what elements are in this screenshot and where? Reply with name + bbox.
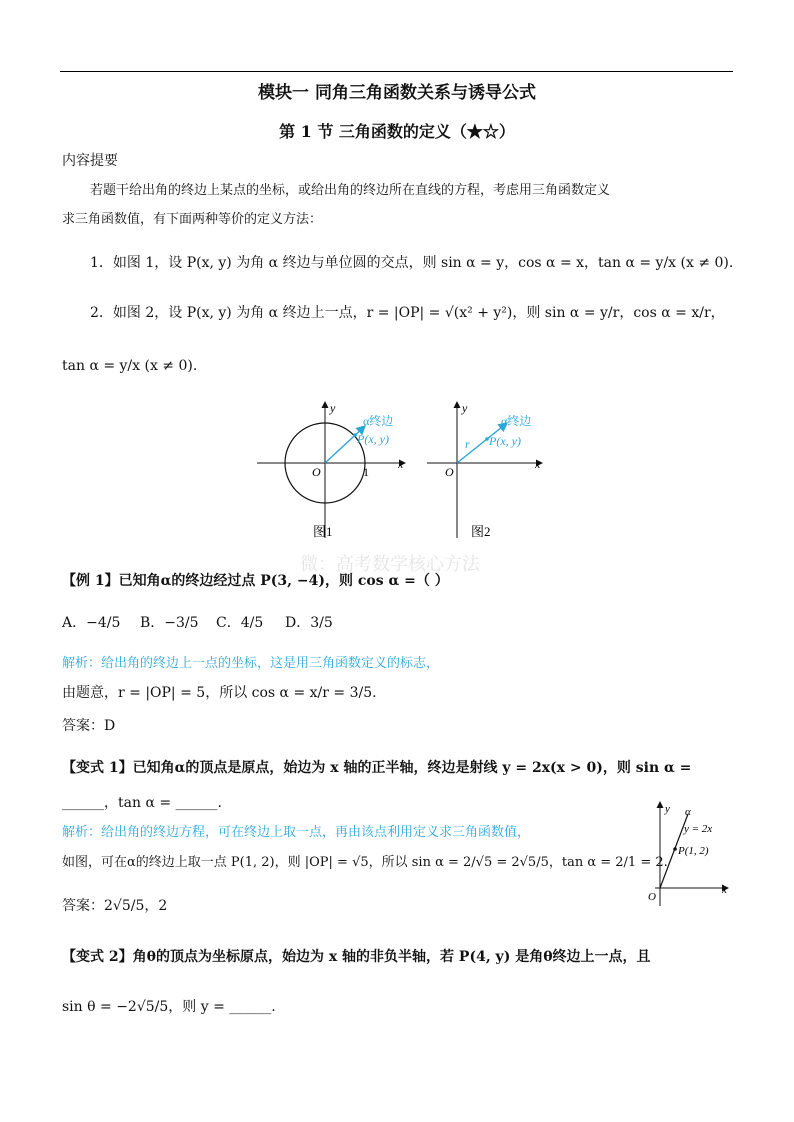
figure-1-unit-circle (255, 398, 415, 548)
top-rule (60, 71, 733, 72)
fig1-origin-label: O (312, 465, 321, 479)
module-title: 模块一 同角三角函数关系与诱导公式 (258, 83, 536, 103)
variant-2-question-line2: sin θ = −2√5/5，则 y = ______. (62, 999, 276, 1015)
v1-origin-label: O (648, 891, 656, 903)
summary-intro-line2: 求三角函数值，有下面两种等价的定义方法： (62, 212, 323, 227)
v1-alpha-label: α (685, 806, 691, 818)
watermark: 微：高考数学核心方法 (300, 554, 480, 575)
section-title: 第 1 节 三角函数的定义（★☆） (279, 122, 515, 141)
v1-point-label: P(1, 2) (678, 845, 709, 857)
example-1-answer: 答案：D (62, 718, 116, 734)
fig2-caption: 图2 (471, 524, 491, 539)
v1-line-label: y = 2x (684, 823, 713, 835)
fig1-one-label: 1 (363, 465, 369, 479)
v1-x-label: x (722, 884, 727, 896)
fig1-terminal-label: α终边 (363, 414, 394, 428)
method-2: 2．如图 2，设 P(x, y) 为角 α 终边上一点，r = |OP| = √(x² + y²)，则 sin α = y/r，cos α = x/r， (90, 305, 725, 321)
example-1-question: 【例 1】已知角α的终边经过点 P(3, −4)，则 cos α =（ ） (62, 573, 449, 589)
variant-1-analysis-line1: 解析：给出角的终边方程，可在终边上取一点，再由该点利用定义求三角函数值， (62, 825, 531, 840)
v1-y-label: y (665, 803, 670, 815)
method-1: 1．如图 1，设 P(x, y) 为角 α 终边与单位圆的交点，则 sin α = y，cos α = x，tan α = y/x (x ≠ 0). (90, 255, 734, 271)
variant-1-question-line1: 【变式 1】已知角α的顶点是原点，始边为 x 轴的正半轴，终边是射线 y = 2x(x > 0)，则 sin α = (62, 760, 692, 776)
summary-heading: 内容提要 (62, 153, 118, 169)
variant-2-question-line1: 【变式 2】角θ的顶点为坐标原点，始边为 x 轴的非负半轴，若 P(4, y) 是角θ终边上一点，且 (62, 949, 651, 965)
example-1-option-a: A．−4/5 (62, 615, 121, 631)
fig2-x-label: x (535, 457, 541, 471)
example-1-analysis-line1: 解析：给出角的终边上一点的坐标，这是用三角函数定义的标志， (62, 656, 440, 671)
variant-1-figure (640, 800, 735, 910)
example-1-option-b: B．−3/5 (140, 615, 199, 631)
fig2-y-label: y (462, 401, 468, 415)
fig1-x-label: x (398, 457, 404, 471)
variant-1-answer: 答案：2√5/5，2 (62, 898, 168, 914)
variant-1-analysis-line2: 如图，可在α的终边上取一点 P(1, 2)，则 |OP| = √5，所以 sin α = 2/√5 = 2√5/5，tan α = 2/1 = 2. (62, 855, 668, 870)
example-1-option-d: D．3/5 (285, 615, 333, 631)
fig1-caption: 图1 (313, 524, 333, 539)
method-2-tail: tan α = y/x (x ≠ 0). (62, 358, 198, 374)
variant-1-question-line2: ______，tan α = ______. (62, 795, 222, 811)
fig2-terminal-label: α终边 (501, 414, 532, 428)
example-1-option-c: C．4/5 (216, 615, 264, 631)
fig2-r-label: r (465, 437, 470, 451)
v1-point-p (673, 847, 677, 851)
figure-2-point-on-terminal-side (425, 398, 550, 548)
summary-intro-line1: 若题干给出角的终边上某点的坐标，或给出角的终边所在直线的方程，考虑用三角函数定义 (90, 183, 611, 198)
fig2-origin-label: O (445, 465, 454, 479)
fig2-point-label: P(x, y) (489, 434, 521, 448)
fig1-point-label: P(x, y) (357, 432, 389, 446)
example-1-analysis-line2: 由题意，r = |OP| = 5，所以 cos α = x/r = 3/5. (62, 685, 377, 701)
fig1-y-label: y (330, 401, 336, 415)
